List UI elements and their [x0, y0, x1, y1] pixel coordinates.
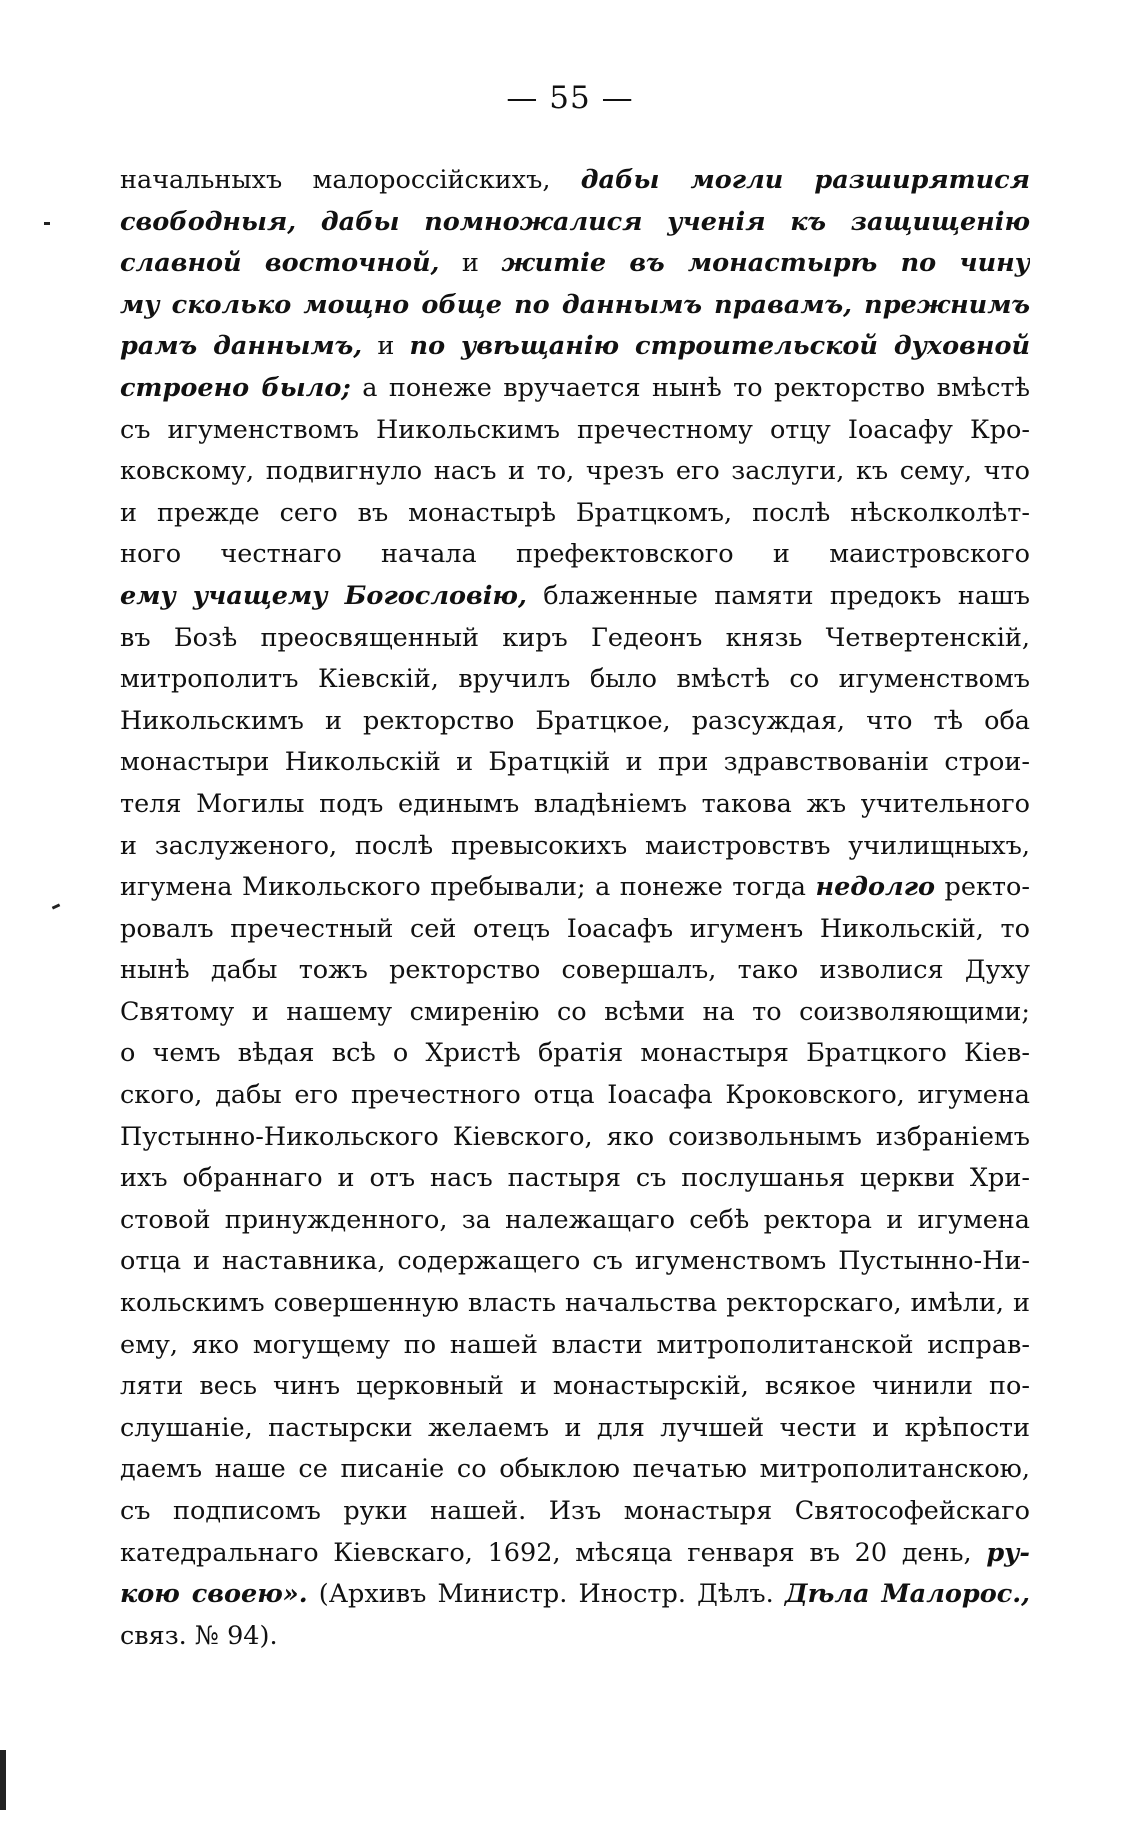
text-line [120, 784, 1030, 826]
text-line [120, 618, 1030, 660]
italic-segment: свободныя, дабы помножалися ученія къ защищенію [120, 206, 1030, 237]
text-line [120, 1449, 1030, 1491]
text-line [120, 285, 1030, 327]
text-segment: ихъ обраннаго и отъ насъ пастыря съ послушанья церкви Хри- [120, 1163, 1030, 1194]
text-segment: ковскому, подвигнуло насъ и то, чрезъ его заслуги, къ сему, что [120, 456, 1030, 487]
italic-segment: кою своею». [120, 1579, 308, 1610]
text-segment: и заслуженого, послѣ превысокихъ маистровствъ училищныхъ, [120, 830, 1030, 861]
text-line [120, 1241, 1030, 1283]
text-segment: ляти весь чинъ церковный и монастырскій, всякое чинили по- [120, 1371, 1030, 1402]
text-segment: ректо- [935, 872, 1030, 903]
italic-segment: му сколько мощно обще по даннымъ правамъ, прежнимъ [120, 289, 1030, 320]
text-line [120, 1075, 1030, 1117]
text-segment: игумена Микольского пребывали; а понеже тогда [120, 872, 816, 903]
margin-mark [44, 222, 50, 225]
text-segment: и [362, 331, 410, 362]
text-segment: кольскимъ совершенную власть начальства ректорскаго, имѣли, и [120, 1288, 1030, 1319]
text-line [120, 202, 1030, 244]
text-line [120, 368, 1030, 410]
italic-segment: по увѣщанію строительской духовной [409, 331, 1030, 362]
text-segment: связ. № 94). [120, 1620, 278, 1651]
text-line [120, 826, 1030, 868]
text-segment: отца и наставника, содержащего съ игуменствомъ Пустынно-Ни- [120, 1246, 1030, 1277]
text-line [120, 493, 1030, 535]
text-line [120, 1283, 1030, 1325]
text-segment: стовой принужденного, за належащаго себѣ ректора и игумена [120, 1204, 1030, 1235]
text-segment: съ подписомъ руки нашей. Изъ монастыря Святософейскаго [120, 1496, 1030, 1526]
margin-mark [0, 1750, 6, 1810]
body-text [120, 160, 1030, 1657]
italic-segment: Дѣла Малорос., [784, 1579, 1030, 1610]
text-segment: о чемъ вѣдая всѣ о Христѣ братія монастыря Братцкого Кіев- [120, 1038, 1030, 1069]
text-line [120, 243, 1030, 285]
text-segment: даемъ наше се писаніе со обыклою печатью митрополитанскою, [120, 1454, 1030, 1485]
text-segment: митрополитъ Кіевскій, вручилъ было вмѣстѣ со игуменствомъ [120, 664, 1030, 695]
text-line [120, 1200, 1030, 1242]
text-line [120, 992, 1030, 1034]
text-line [120, 950, 1030, 992]
text-line [120, 1033, 1030, 1075]
text-line [120, 659, 1030, 701]
text-line [120, 867, 1030, 909]
italic-segment: недолго [815, 872, 936, 903]
italic-segment: ему учащему Богословію, [120, 580, 527, 611]
text-segment: Святому и нашему смиренію со всѣми на то соизволяющими; [120, 996, 1030, 1027]
text-segment: и прежде сего въ монастырѣ Братцкомъ, послѣ нѣсколколѣт- [120, 497, 1030, 528]
text-line [120, 1325, 1030, 1367]
text-segment: ему, яко могущему по нашей власти митрополитанской исправ- [120, 1329, 1030, 1360]
text-segment: нынѣ дабы тожъ ректорство совершалъ, тако изволися Духу [120, 955, 1030, 986]
text-line [120, 410, 1030, 452]
text-line [120, 160, 1030, 202]
italic-segment: житіе въ монастырѣ по чину [501, 248, 1030, 279]
text-segment: ского, дабы его пречестного отца Іоасафа Кроковского, игумена [120, 1080, 1030, 1111]
text-segment: въ Бозѣ преосвященный киръ Гедеонъ князь Четвертенскій, [120, 622, 1030, 653]
text-segment: (Архивъ Министр. Иностр. Дѣлъ. [307, 1579, 785, 1610]
italic-segment: ру- [986, 1537, 1030, 1568]
text-segment: а понеже вручается нынѣ то ректорство вмѣстѣ [350, 372, 1030, 403]
italic-segment: славной восточной, [120, 248, 440, 279]
text-line [120, 1533, 1030, 1575]
margin-mark [52, 903, 61, 909]
text-line [120, 1616, 1030, 1658]
text-line [120, 742, 1030, 784]
text-segment: съ игуменствомъ Никольскимъ пречестному отцу Іоасафу Кро- [120, 414, 1030, 445]
text-segment: и [439, 248, 502, 279]
text-line [120, 909, 1030, 951]
text-line [120, 1574, 1030, 1616]
text-line [120, 451, 1030, 493]
text-line [120, 1408, 1030, 1450]
text-segment: начальныхъ малороссійскихъ, [120, 165, 581, 195]
italic-segment: рамъ даннымъ, [120, 331, 363, 362]
text-segment: ровалъ пречестный сей отецъ Іоасафъ игуменъ Никольскій, то [120, 913, 1030, 944]
text-line [120, 701, 1030, 743]
text-line [120, 1158, 1030, 1200]
text-segment: ного честнаго начала префектовского и маистровского [120, 539, 1030, 570]
text-line [120, 326, 1030, 368]
text-segment: блаженные памяти предокъ нашъ [543, 580, 1030, 611]
italic-segment: дабы могли разширятися [580, 165, 1030, 195]
text-line [120, 576, 1030, 618]
italic-segment: строено было; [120, 372, 351, 403]
text-segment: монастыри Никольскій и Братцкій и при здравствованіи строи- [120, 747, 1030, 778]
text-segment: Никольскимъ и ректорство Братцкое, разсуждая, что тѣ оба [120, 705, 1030, 736]
text-segment: Пустынно-Никольского Кіевского, яко соизвольнымъ избраніемъ [120, 1121, 1030, 1152]
text-line [120, 1117, 1030, 1159]
text-line [120, 1366, 1030, 1408]
text-segment: теля Могилы подъ единымъ владѣніемъ такова жъ учительного [120, 788, 1030, 819]
text-line [120, 534, 1030, 576]
text-line [120, 1491, 1030, 1533]
text-segment: катедральнаго Кіевскаго, 1692, мѣсяца генваря въ 20 день, [120, 1537, 987, 1568]
page-number: — 55 — [506, 80, 634, 116]
text-segment: слушаніе, пастырски желаемъ и для лучшей чести и крѣпости [120, 1412, 1030, 1443]
